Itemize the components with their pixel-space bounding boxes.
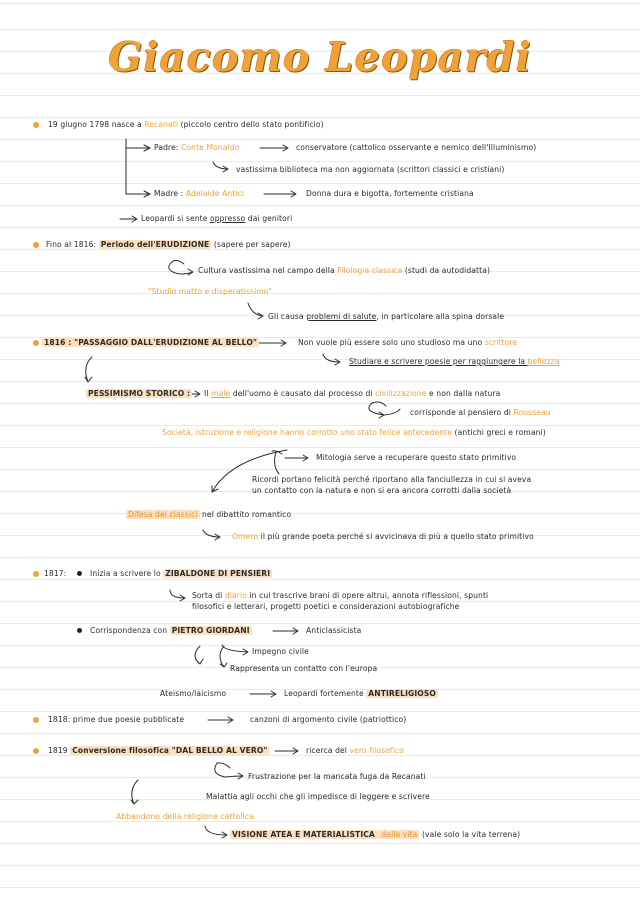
culture-line: Cultura vastissima nel campo della Filologia classica (studi da autodidatta) <box>198 266 491 275</box>
correspondence-line: Corrispondenza con PIETRO GIORDANI <box>90 626 250 635</box>
eye-illness-line: Malattia agli occhi che gli impedisce di leggere e scrivere <box>206 792 430 801</box>
historical-pessimism-label: PESSIMISMO STORICO : <box>88 389 191 398</box>
europe-contact-line: Rappresenta un contatto con l'europa <box>230 664 378 673</box>
memories-line-2: un contatto con la natura e non si era ancora corrotti dalla società <box>252 486 512 495</box>
zibaldone-line: Inizia a scrivere lo ZIBALDONE DI PENSIERI <box>90 569 271 578</box>
wants-line: Non vuole più essere solo uno studioso ma uno scrittore <box>298 338 518 347</box>
diary-line-2: filosofici e letterari, progetti poetici e considerazioni autobiografiche <box>192 602 460 611</box>
atheist-vision-line: VISIONE ATEA E MATERIALISTICA della vita (vale solo la vita terrena) <box>232 830 521 839</box>
bullet-dot <box>33 122 39 128</box>
rousseau-line: corrisponde al pensiero di Rousseau <box>410 408 551 417</box>
library-description: vastissima biblioteca ma non aggiornata (scrittori classici e cristiani) <box>236 165 505 174</box>
diary-line-1: Sorta di diario in cui trascrive brani di opere altrui, annota riflessioni, spunti <box>192 591 489 600</box>
antireligious-line: Leopardi fortemente ANTIRELIGIOSO <box>284 689 436 698</box>
health-problems-line: Gli causa problemi di salute, in particolare alla spina dorsale <box>268 312 505 321</box>
bullet-dot <box>33 717 39 723</box>
passage-heading: 1816 : "PASSAGGIO DALL'ERUDIZIONE AL BELLO" <box>44 338 257 347</box>
year-1817: 1817: <box>44 569 67 578</box>
conversion-line: 1819 Conversione filosofica "DAL BELLO AL VERO" <box>48 746 268 755</box>
bullet-dot <box>33 748 39 754</box>
memories-line-1: Ricordi portano felicità perché riportano alla fanciullezza in cui si aveva <box>252 475 532 484</box>
atheism-label: Ateismo/laicismo <box>160 689 227 698</box>
father-label: Padre: Conte Monaldo <box>154 143 240 152</box>
bullet-dot <box>33 242 39 248</box>
first-poems-line: 1818: prime due poesie pubblicate <box>48 715 185 724</box>
frustration-line: Frustrazione per la mancata fuga da Recanati <box>248 772 426 781</box>
page-title: Giacomo Leopardi <box>108 34 532 81</box>
civil-commitment-label: Impegno civile <box>252 647 309 656</box>
sub-bullet-dot <box>77 628 82 633</box>
birth-line: 19 giugno 1798 nasce a Recanati (piccolo centro dello stato pontificio) <box>48 120 324 129</box>
bullet-dot <box>33 571 39 577</box>
anticlassicist-label: Anticlassicista <box>306 626 362 635</box>
mythology-line: Mitologia serve a recuperare questo stato primitivo <box>316 453 517 462</box>
oppressed-line: Leopardi si sente oppresso dai genitori <box>141 214 293 223</box>
songs-line: canzoni di argomento civile (patriottico) <box>250 715 407 724</box>
society-line: Società, istruzione e religione hanno corrotto uno stato felice antecedente (antichi greci e romani) <box>162 428 546 437</box>
bullet-dot <box>33 340 39 346</box>
truth-search-line: ricerca del vero filosofico <box>306 746 404 755</box>
father-description: conservatore (cattolico osservante e nemico dell'Illuminismo) <box>296 143 537 152</box>
religion-abandon-line: Abbandono della religione cattolica <box>116 812 254 821</box>
erudition-line: Fino al 1816: Periodo dell'ERUDIZIONE (sapere per sapere) <box>46 240 291 249</box>
study-write-line: Studiare e scrivere poesie per raggiungere la bellezza <box>349 357 560 366</box>
evil-line: Il male dell'uomo è causato dal processo di civilizzazione e non dalla natura <box>204 389 501 398</box>
homer-line: Omero il più grande poeta perché si avvicinava di più a quello stato primitivo <box>232 532 534 541</box>
study-quote: "Studio matto e disperatissimo" <box>148 287 273 296</box>
mother-description: Donna dura e bigotta, fortemente cristiana <box>306 189 474 198</box>
classics-defense-line: Difesa dei classici nel dibattito romantico <box>128 510 292 519</box>
mother-label: Madre : Adelaide Antici <box>154 189 245 198</box>
sub-bullet-dot <box>77 571 82 576</box>
